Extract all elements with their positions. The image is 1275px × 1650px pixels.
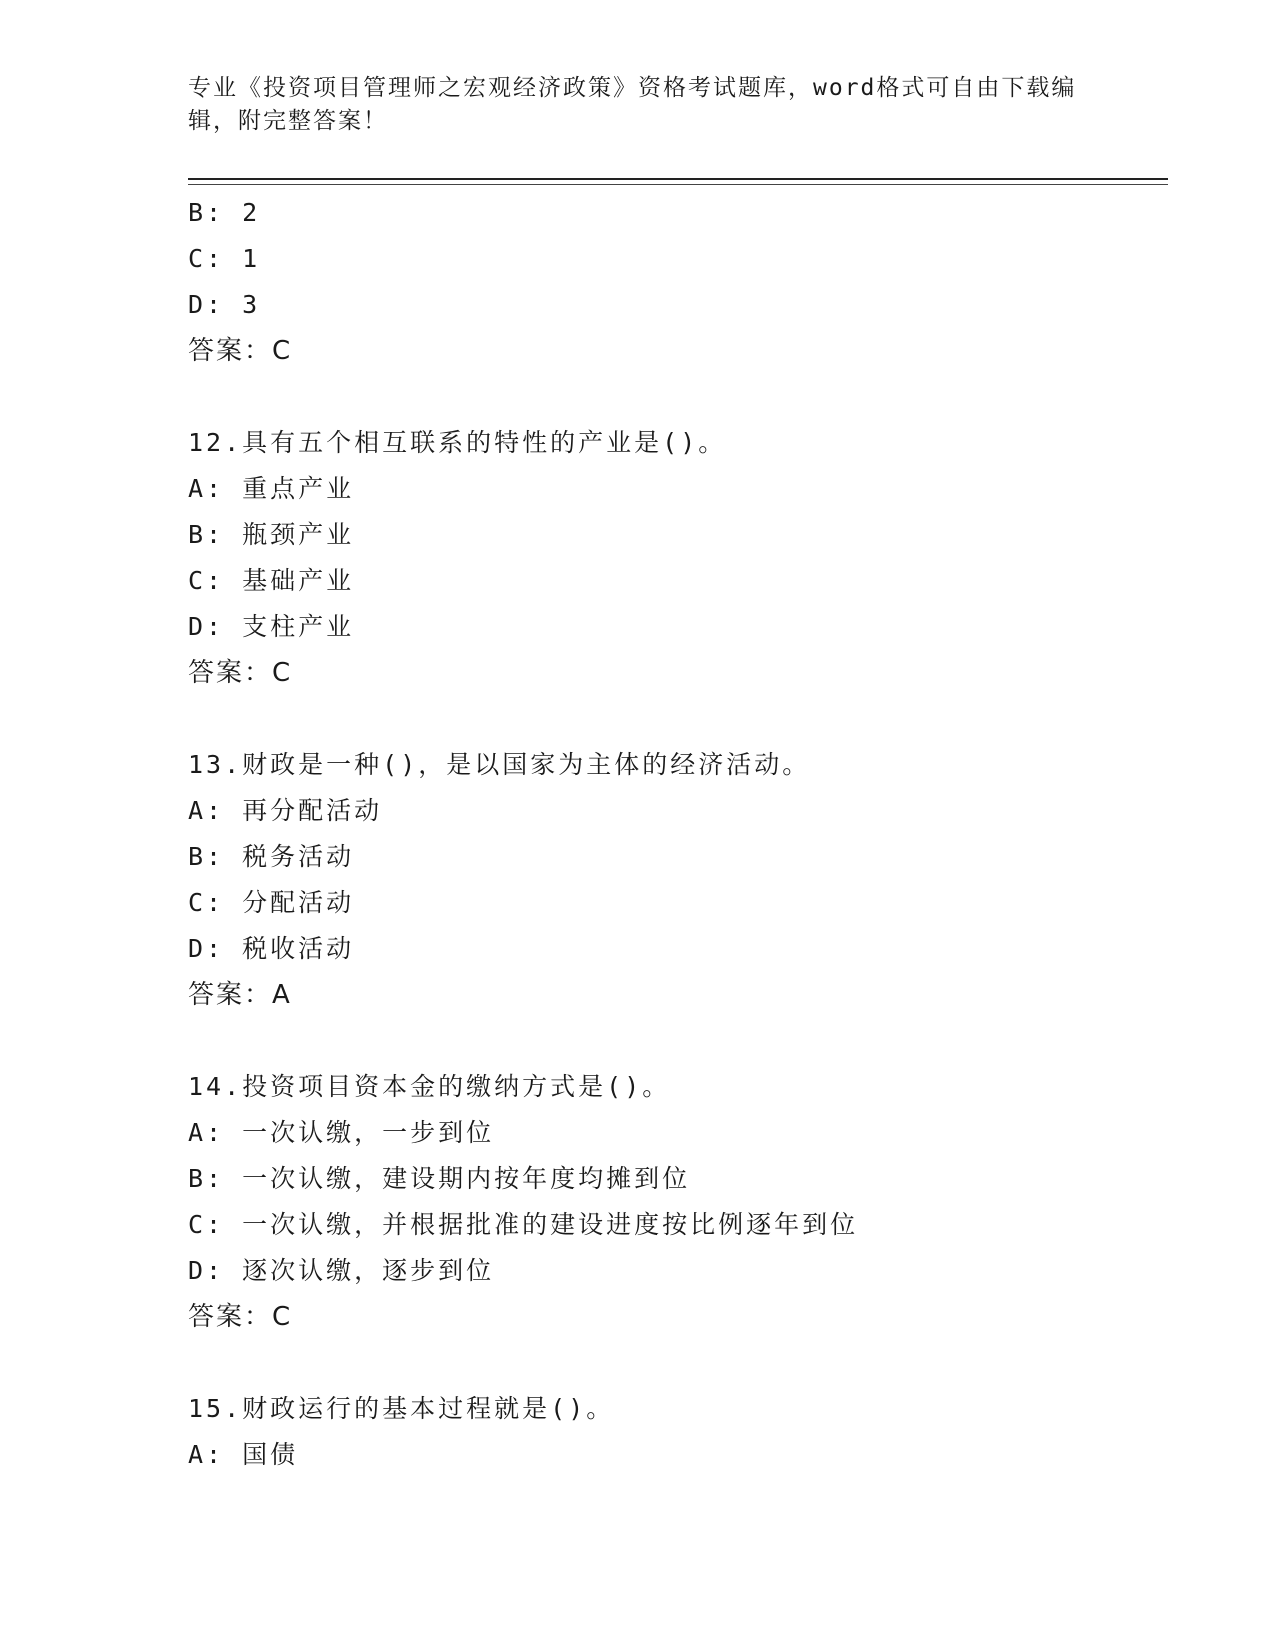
option-b: B: 一次认缴，建设期内按年度均摊到位 <box>188 1164 691 1193</box>
option-c: C: 分配活动 <box>188 888 355 917</box>
option-a: A: 重点产业 <box>188 474 355 503</box>
option-d: D: 3 <box>188 290 261 319</box>
question-text: 12.具有五个相互联系的特性的产业是()。 <box>188 428 727 457</box>
spacer <box>188 374 1168 420</box>
option-b: B: 2 <box>188 198 261 227</box>
option-c: C: 1 <box>188 244 261 273</box>
spacer <box>188 1340 1168 1386</box>
option-a: A: 再分配活动 <box>188 796 383 825</box>
question-text: 13.财政是一种()，是以国家为主体的经济活动。 <box>188 750 811 779</box>
option-b: B: 瓶颈产业 <box>188 520 355 549</box>
spacer <box>188 1018 1168 1064</box>
question-13 <box>188 742 1168 1018</box>
answer: 答案：C <box>188 1302 293 1332</box>
answer: 答案：C <box>188 336 293 366</box>
answer: 答案：A <box>188 980 292 1010</box>
option-d: D: 逐次认缴，逐步到位 <box>188 1256 495 1285</box>
option-d: D: 税收活动 <box>188 934 355 963</box>
question-text: 15.财政运行的基本过程就是()。 <box>188 1394 615 1423</box>
option-a: A: 国债 <box>188 1440 299 1469</box>
option-c: C: 基础产业 <box>188 566 355 595</box>
option-a: A: 一次认缴，一步到位 <box>188 1118 495 1147</box>
question-list <box>188 190 1168 1478</box>
header-line-2: 辑，附完整答案！ <box>188 108 388 134</box>
question-15 <box>188 1386 1168 1478</box>
question-11-tail <box>188 190 1168 374</box>
question-12 <box>188 420 1168 696</box>
question-14 <box>188 1064 1168 1340</box>
spacer <box>188 696 1168 742</box>
answer: 答案：C <box>188 658 293 688</box>
header-divider-thin <box>188 184 1168 185</box>
document-header <box>188 72 1088 138</box>
question-text: 14.投资项目资本金的缴纳方式是()。 <box>188 1072 671 1101</box>
option-c: C: 一次认缴，并根据批准的建设进度按比例逐年到位 <box>188 1210 859 1239</box>
option-b: B: 税务活动 <box>188 842 355 871</box>
option-d: D: 支柱产业 <box>188 612 355 641</box>
header-divider-thick <box>188 178 1168 180</box>
header-line-1: 专业《投资项目管理师之宏观经济政策》资格考试题库，word格式可自由下载编 <box>188 75 1077 101</box>
